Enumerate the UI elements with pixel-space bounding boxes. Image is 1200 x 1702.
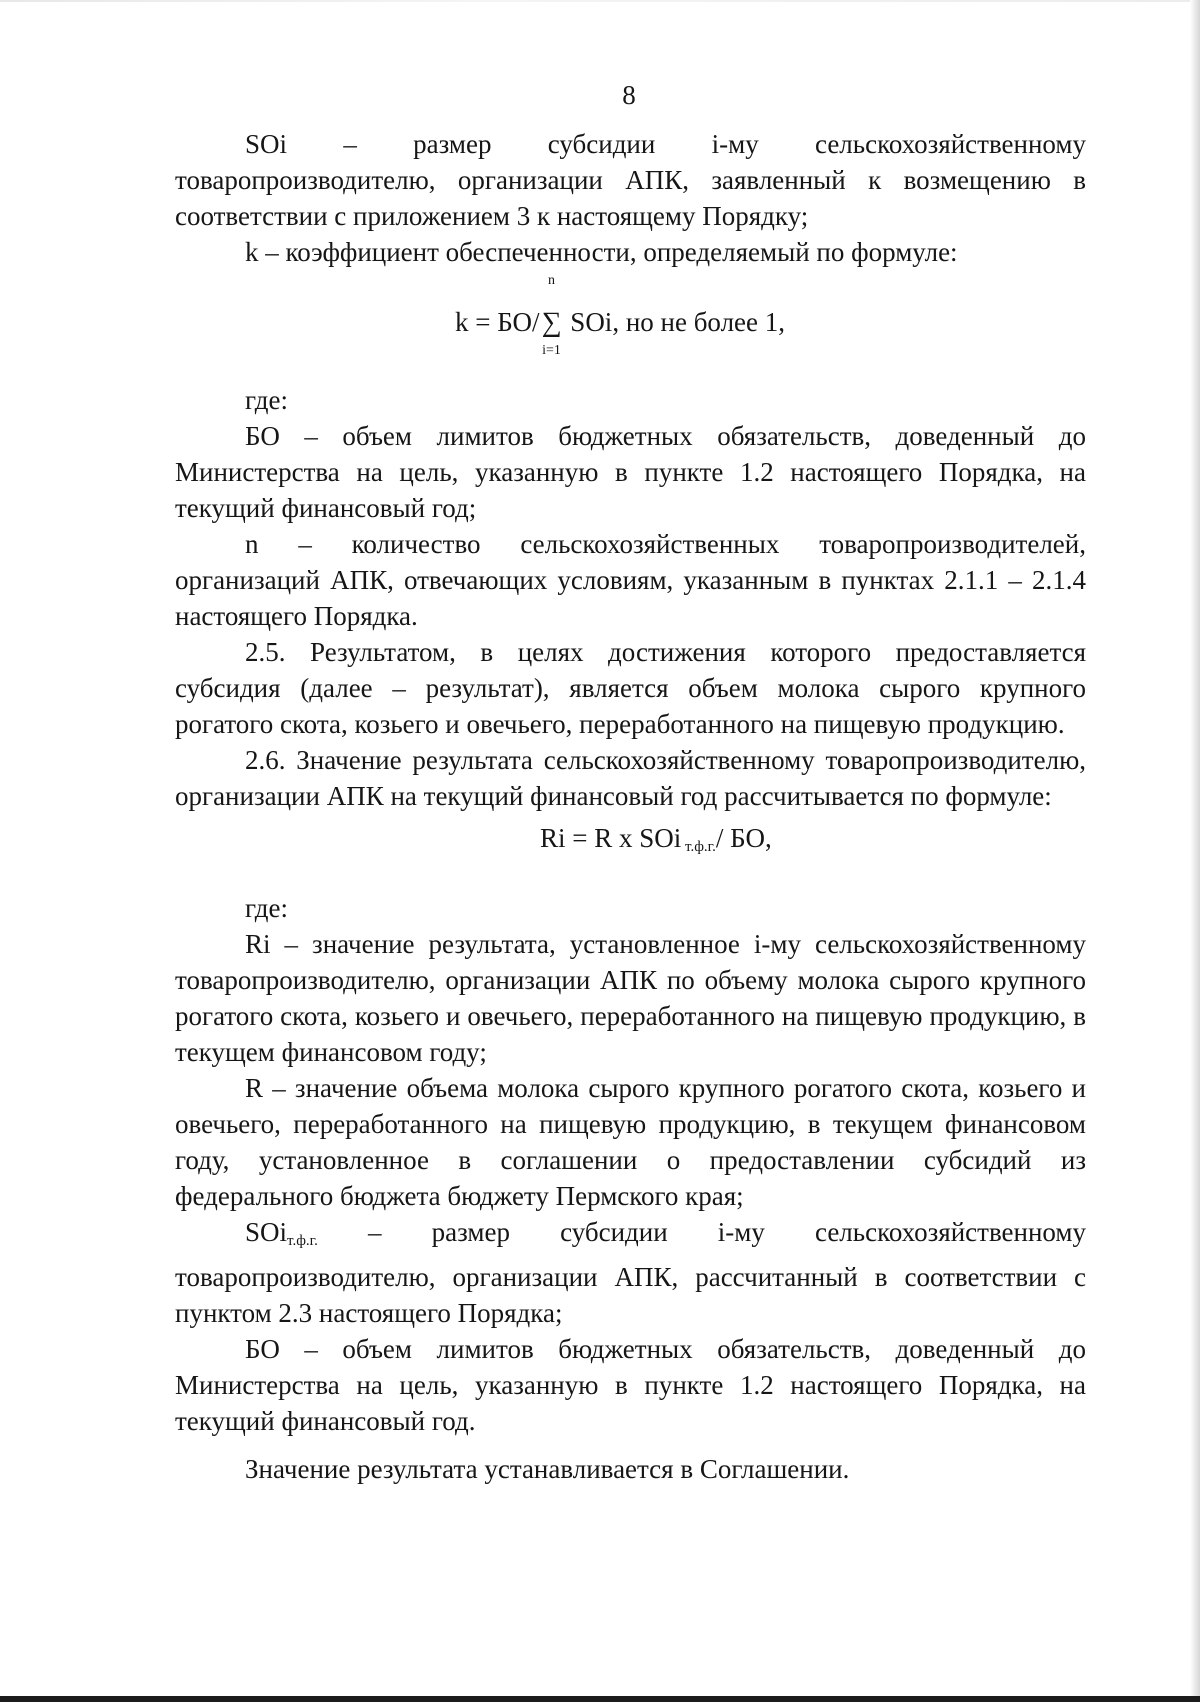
soi-tfg-term: SOi xyxy=(245,1217,288,1247)
formula-ri-lhs: Ri = R x SOi xyxy=(540,823,682,853)
scan-edge-right xyxy=(1190,0,1200,1702)
formula-k xyxy=(175,270,1086,382)
definition-r: R – значение объема молока сырого крупного рогатого скота, козьего и овечьего, переработанного на пищевую продукцию, в текущем финансовом году, установленное в соглашении о предоставлении субсидий из федерального бюджета бюджету Пермского края; xyxy=(175,1073,1086,1211)
soi-tfg-text: – размер субсидии i-му сельскохозяйственному товаропроизводителю, организации АПК, рассчитанный в соответствии с пунктом 2.3 настоящего Порядка; xyxy=(175,1217,1086,1328)
page-number: 8 xyxy=(622,80,636,110)
formula-k-lhs: k = БО/ xyxy=(455,307,540,337)
definition-k: k – коэффициент обеспеченности, определяемый по формуле: xyxy=(245,237,958,267)
document-body xyxy=(175,126,1086,1487)
formula-ri-subscript: т.ф.г. xyxy=(681,839,716,855)
definition-soi: SOi – размер субсидии i-му сельскохозяйственному товаропроизводителю, организации АПК, заявленный к возмещению в соответствии с приложением 3 к настоящему Порядку; xyxy=(175,129,1086,231)
summation xyxy=(540,273,564,358)
where-label-2: где: xyxy=(245,893,288,923)
formula-ri-line xyxy=(540,820,772,865)
definition-soi-tfg xyxy=(175,1214,1086,1331)
formula-k-rhs: SOi, но не более 1, xyxy=(563,307,786,337)
definition-ri: Ri – значение результата, установленное i-му сельскохозяйственному товаропроизводителю, организации АПК по объему молока сырого крупного рогатого скота, козьего и овечьего, переработанного на пищевую продукцию, в текущем финансовом году; xyxy=(175,929,1086,1067)
formula-k-line xyxy=(455,273,786,358)
formula-ri xyxy=(175,814,1086,890)
sum-lower-limit: i=1 xyxy=(542,343,561,358)
scan-edge-bottom xyxy=(0,1696,1200,1702)
definition-n: n – количество сельскохозяйственных товаропроизводителей, организаций АПК, отвечающих условиям, указанным в пунктах 2.1.1 – 2.1.4 настоящего Порядка. xyxy=(175,529,1086,631)
soi-tfg-subscript: т.ф.г. xyxy=(287,1233,318,1249)
clause-2-5: 2.5. Результатом, в целях достижения которого предоставляется субсидия (далее – результат), является объем молока сырого крупного рогатого скота, козьего и овечьего, переработанного на пищевую продукцию. xyxy=(175,637,1086,739)
definition-bo-1: БО – объем лимитов бюджетных обязательств, доведенный до Министерства на цель, указанную в пункте 1.2 настоящего Порядка, на текущий финансовый год; xyxy=(175,421,1086,523)
scan-edge-top xyxy=(0,0,1200,2)
result-in-agreement: Значение результата устанавливается в Соглашении. xyxy=(245,1454,850,1484)
clause-2-6: 2.6. Значение результата сельскохозяйственному товаропроизводителю, организации АПК на текущий финансовый год рассчитывается по формуле: xyxy=(175,745,1086,811)
sum-sign: ∑ xyxy=(541,307,562,338)
definition-bo-2: БО – объем лимитов бюджетных обязательств, доведенный до Министерства на цель, указанную в пункте 1.2 настоящего Порядка, на текущий финансовый год. xyxy=(175,1334,1086,1436)
formula-ri-rhs: / БО, xyxy=(715,823,772,853)
sum-upper-limit: n xyxy=(548,273,556,288)
where-label-1: где: xyxy=(245,385,288,415)
